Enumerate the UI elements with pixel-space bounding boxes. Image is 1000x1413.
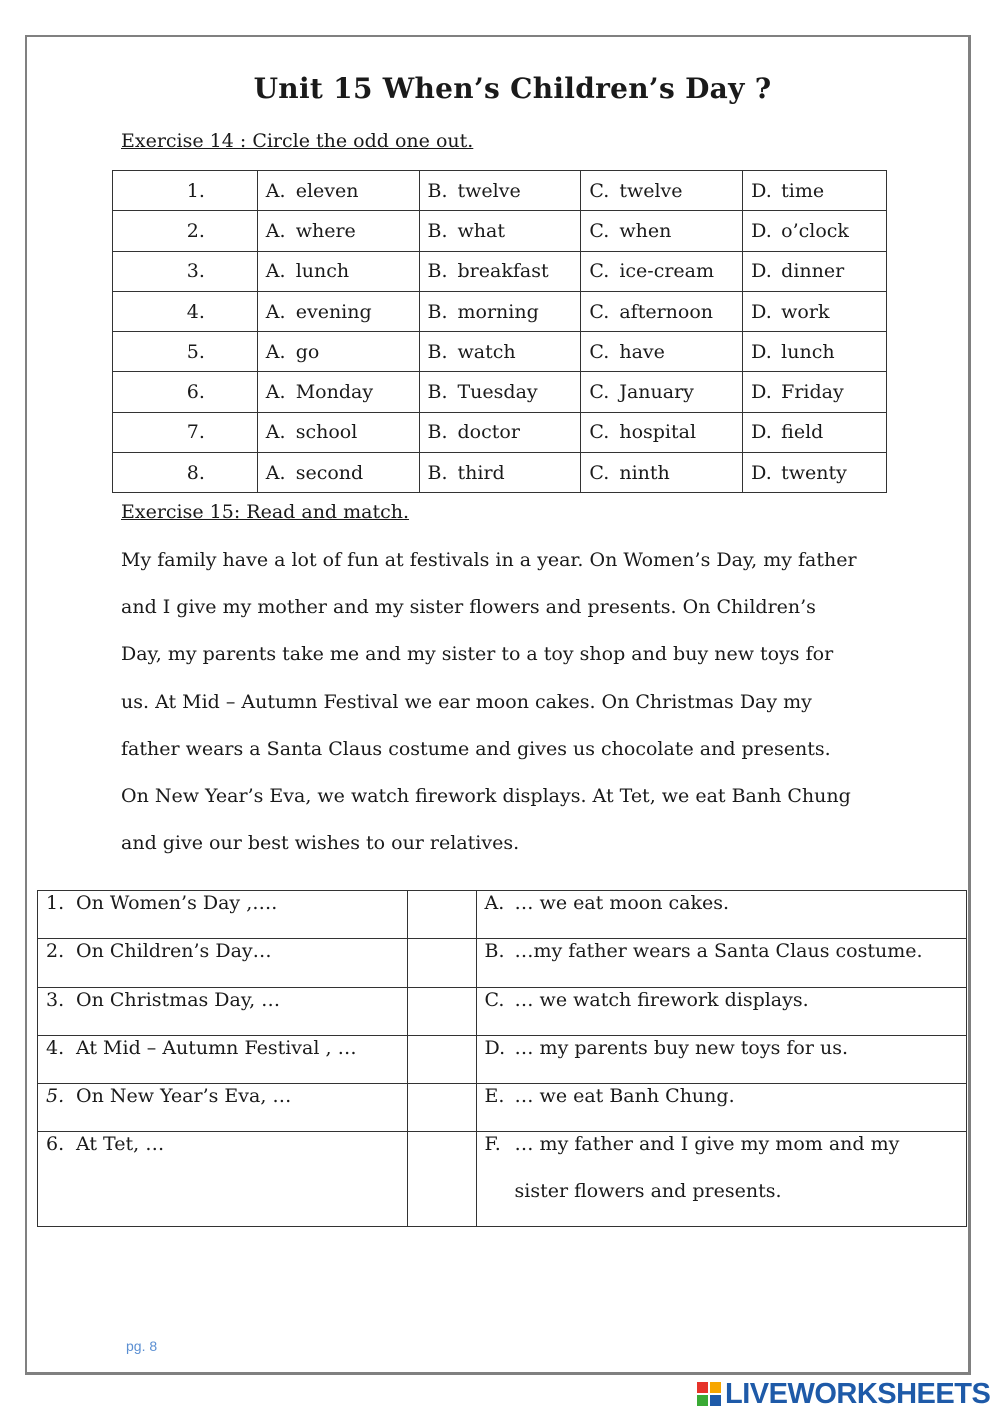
prompt-number: 1. <box>46 892 65 914</box>
option-letter: A. <box>265 340 286 363</box>
answer-option[interactable] <box>257 251 419 291</box>
match-row <box>38 987 967 1035</box>
prompt-text: On New Year’s Eva, … <box>76 1085 292 1108</box>
option-word: where <box>295 219 356 242</box>
answer-option[interactable] <box>419 251 581 291</box>
answer-box[interactable] <box>407 939 476 987</box>
option-letter: D. <box>751 179 772 202</box>
option-word: time <box>781 179 825 202</box>
answer-option[interactable] <box>743 412 887 452</box>
option-letter: B. <box>427 260 448 283</box>
answer-option[interactable] <box>257 291 419 331</box>
brand-name: LIVEWORKSHEETS <box>725 1377 991 1410</box>
match-row <box>38 891 967 939</box>
logo-square-icon <box>710 1395 721 1406</box>
question-number: 1. <box>113 171 258 211</box>
question-row <box>113 171 887 211</box>
prompt-text: On Women’s Day ,…. <box>76 892 278 914</box>
answer-box[interactable] <box>407 1035 476 1083</box>
answer-letter: F. <box>484 1133 501 1156</box>
option-letter: C. <box>589 260 610 283</box>
question-row <box>113 412 887 452</box>
option-letter: A. <box>265 179 286 202</box>
option-word: twenty <box>781 461 847 484</box>
match-answer <box>476 1035 966 1083</box>
passage-line: father wears a Santa Claus costume and gives us chocolate and presents. <box>121 737 831 760</box>
answer-option[interactable] <box>743 453 887 493</box>
option-word: ice-cream <box>619 260 715 283</box>
option-letter: C. <box>589 461 610 484</box>
option-word: Friday <box>781 381 844 404</box>
answer-option[interactable] <box>743 251 887 291</box>
match-answer <box>476 939 966 987</box>
answer-option[interactable] <box>581 332 743 372</box>
logo-mark-icon <box>697 1382 721 1406</box>
option-letter: B. <box>427 381 448 404</box>
answer-option[interactable] <box>743 332 887 372</box>
answer-option[interactable] <box>419 453 581 493</box>
option-letter: D. <box>751 461 772 484</box>
question-row <box>113 291 887 331</box>
option-word: lunch <box>781 340 835 363</box>
option-word: have <box>619 340 665 363</box>
answer-text-continued: sister flowers and presents. <box>514 1180 782 1203</box>
question-number: 3. <box>113 251 258 291</box>
prompt-number: 6. <box>46 1133 65 1156</box>
answer-option[interactable] <box>419 171 581 211</box>
option-word: ninth <box>619 461 670 484</box>
option-word: go <box>295 340 320 363</box>
answer-option[interactable] <box>419 211 581 251</box>
answer-option[interactable] <box>743 291 887 331</box>
match-prompt <box>38 891 408 939</box>
match-prompt <box>38 1035 408 1083</box>
question-row <box>113 332 887 372</box>
option-letter: C. <box>589 340 610 363</box>
option-letter: D. <box>751 381 772 404</box>
option-letter: A. <box>265 260 286 283</box>
option-word: third <box>457 461 505 484</box>
answer-option[interactable] <box>743 171 887 211</box>
question-number: 7. <box>113 412 258 452</box>
page-title: Unit 15 When’s Children’s Day ? <box>253 72 772 105</box>
question-number: 4. <box>113 291 258 331</box>
option-word: Monday <box>295 381 374 404</box>
option-word: twelve <box>457 179 521 202</box>
answer-option[interactable] <box>257 372 419 412</box>
passage-line: and I give my mother and my sister flowers and presents. On Children’s <box>121 596 816 619</box>
option-word: field <box>781 421 824 444</box>
option-word: watch <box>457 340 516 363</box>
answer-option[interactable] <box>257 171 419 211</box>
prompt-text: At Mid – Autumn Festival , … <box>76 1036 357 1059</box>
option-word: second <box>295 461 364 484</box>
logo-square-icon <box>710 1382 721 1393</box>
match-prompt <box>38 1132 408 1227</box>
answer-option[interactable] <box>257 332 419 372</box>
question-number: 5. <box>113 332 258 372</box>
answer-text: … we eat Banh Chung. <box>514 1085 735 1108</box>
option-word: morning <box>457 300 539 323</box>
odd-one-out-table <box>112 170 887 493</box>
option-word: Tuesday <box>457 381 538 404</box>
answer-option[interactable] <box>581 412 743 452</box>
option-letter: C. <box>589 421 610 444</box>
answer-box[interactable] <box>407 1084 476 1132</box>
option-letter: B. <box>427 461 448 484</box>
question-number: 2. <box>113 211 258 251</box>
passage-line: us. At Mid – Autumn Festival we ear moon cakes. On Christmas Day my <box>121 690 812 713</box>
answer-option[interactable] <box>257 412 419 452</box>
option-letter: D. <box>751 300 772 323</box>
answer-option[interactable] <box>581 372 743 412</box>
logo-square-icon <box>697 1382 708 1393</box>
option-letter: A. <box>265 381 286 404</box>
answer-option[interactable] <box>581 291 743 331</box>
prompt-text: On Christmas Day, … <box>76 988 281 1011</box>
option-letter: B. <box>427 219 448 242</box>
option-letter: D. <box>751 219 772 242</box>
match-row <box>38 1132 967 1227</box>
match-answer <box>476 891 966 939</box>
match-row <box>38 939 967 987</box>
prompt-number: 3. <box>46 988 65 1011</box>
option-word: January <box>619 381 694 404</box>
option-word: school <box>295 421 358 444</box>
passage-line: and give our best wishes to our relatives. <box>121 832 520 855</box>
answer-letter: A. <box>484 892 505 914</box>
option-word: work <box>781 300 830 323</box>
answer-option[interactable] <box>581 453 743 493</box>
option-letter: C. <box>589 300 610 323</box>
answer-box[interactable] <box>407 987 476 1035</box>
match-row <box>38 1035 967 1083</box>
answer-option[interactable] <box>419 412 581 452</box>
question-row <box>113 251 887 291</box>
option-word: breakfast <box>457 260 549 283</box>
answer-option[interactable] <box>581 251 743 291</box>
option-word: o’clock <box>781 219 849 242</box>
option-letter: A. <box>265 421 286 444</box>
question-row <box>113 453 887 493</box>
prompt-text: On Children’s Day… <box>76 940 272 963</box>
option-letter: D. <box>751 340 772 363</box>
match-row <box>38 1084 967 1132</box>
answer-box[interactable] <box>407 891 476 939</box>
option-word: hospital <box>619 421 697 444</box>
option-word: when <box>619 219 672 242</box>
exercise-14-heading: Exercise 14 : Circle the odd one out. <box>121 130 474 152</box>
answer-option[interactable] <box>743 372 887 412</box>
liveworksheets-logo[interactable] <box>697 1378 990 1410</box>
page-number: pg. 8 <box>126 1338 158 1354</box>
matching-table <box>37 890 967 1227</box>
option-letter: C. <box>589 219 610 242</box>
option-word: afternoon <box>619 300 714 323</box>
answer-option[interactable] <box>743 211 887 251</box>
match-prompt <box>38 939 408 987</box>
answer-text: … we watch firework displays. <box>514 988 809 1011</box>
match-prompt <box>38 1084 408 1132</box>
answer-letter: D. <box>484 1036 506 1059</box>
passage-line: On New Year’s Eva, we watch firework displays. At Tet, we eat Banh Chung <box>121 785 851 808</box>
option-letter: C. <box>589 179 610 202</box>
answer-letter: B. <box>484 940 505 963</box>
answer-letter: C. <box>484 988 505 1011</box>
option-word: eleven <box>295 179 359 202</box>
answer-option[interactable] <box>581 171 743 211</box>
option-letter: A. <box>265 219 286 242</box>
prompt-text: At Tet, … <box>76 1133 165 1156</box>
match-answer <box>476 1084 966 1132</box>
answer-text: … we eat moon cakes. <box>514 892 730 914</box>
option-letter: B. <box>427 421 448 444</box>
question-row <box>113 372 887 412</box>
option-word: doctor <box>457 421 520 444</box>
option-word: evening <box>295 300 372 323</box>
exercise-15-heading: Exercise 15: Read and match. <box>121 501 410 523</box>
prompt-number: 2. <box>46 940 65 963</box>
question-row <box>113 211 887 251</box>
passage-line: My family have a lot of fun at festivals in a year. On Women’s Day, my father <box>121 549 857 571</box>
option-letter: B. <box>427 300 448 323</box>
option-letter: A. <box>265 461 286 484</box>
option-letter: C. <box>589 381 610 404</box>
option-letter: B. <box>427 340 448 363</box>
option-letter: D. <box>751 421 772 444</box>
option-word: dinner <box>781 260 845 283</box>
answer-option[interactable] <box>257 453 419 493</box>
answer-option[interactable] <box>581 211 743 251</box>
answer-text: … my father and I give my mom and my <box>514 1133 900 1156</box>
prompt-number: 4. <box>46 1036 65 1059</box>
answer-option[interactable] <box>257 211 419 251</box>
passage-line: Day, my parents take me and my sister to a toy shop and buy new toys for <box>121 643 834 666</box>
option-word: what <box>457 219 505 242</box>
prompt-number: 5. <box>46 1085 65 1108</box>
match-answer <box>476 987 966 1035</box>
reading-passage <box>121 537 911 867</box>
option-letter: D. <box>751 260 772 283</box>
answer-box[interactable] <box>407 1132 476 1227</box>
answer-option[interactable] <box>419 291 581 331</box>
match-answer <box>476 1132 966 1227</box>
option-word: twelve <box>619 179 683 202</box>
answer-letter: E. <box>484 1085 505 1108</box>
option-letter: A. <box>265 300 286 323</box>
answer-option[interactable] <box>419 372 581 412</box>
question-number: 6. <box>113 372 258 412</box>
answer-text: … my parents buy new toys for us. <box>514 1036 848 1059</box>
question-number: 8. <box>113 453 258 493</box>
logo-square-icon <box>697 1395 708 1406</box>
answer-option[interactable] <box>419 332 581 372</box>
answer-text: …my father wears a Santa Claus costume. <box>514 940 923 963</box>
option-word: lunch <box>295 260 350 283</box>
match-prompt <box>38 987 408 1035</box>
option-letter: B. <box>427 179 448 202</box>
